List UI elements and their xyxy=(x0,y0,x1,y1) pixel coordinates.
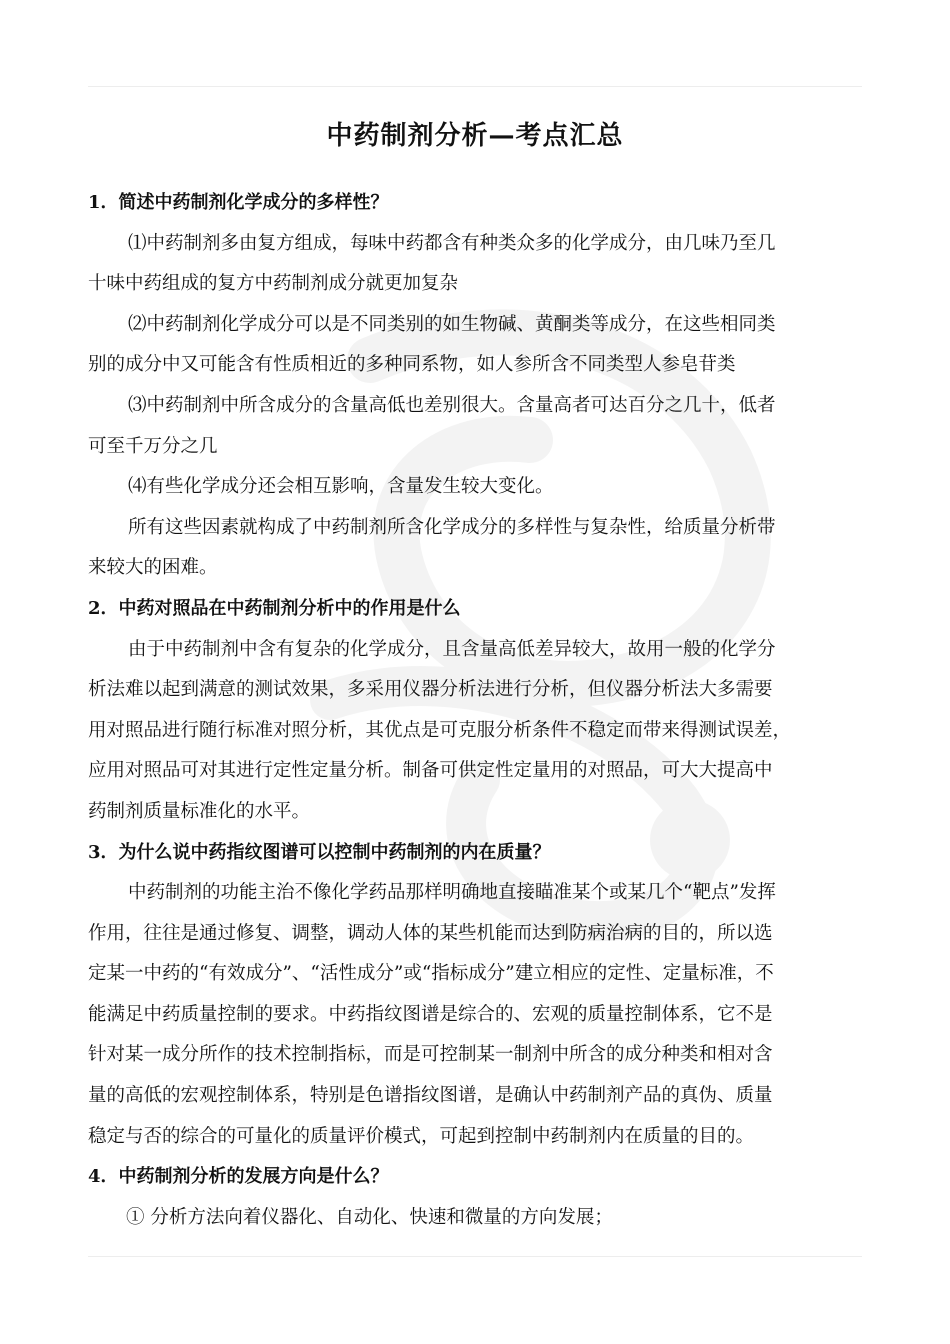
paragraph-line: 稳定与否的综合的可量化的质量评价模式，可起到控制中药制剂内在质量的目的。 xyxy=(88,1125,755,1147)
paragraph-line: 量的高低的宏观控制体系，特别是色谱指纹图谱，是确认中药制剂产品的真伪、质量 xyxy=(88,1085,773,1107)
bottom-divider xyxy=(88,1256,862,1257)
paragraph-line: ⑶中药制剂中所含成分的含量高低也差别很大。含量高者可达百分之几十，低者 xyxy=(128,394,776,416)
paragraph-line: 十味中药组成的复方中药制剂成分就更加复杂 xyxy=(88,273,459,295)
paragraph-line: 应用对照品可对其进行定性定量分析。制备可供定性定量用的对照品，可大大提高中 xyxy=(88,760,773,782)
section-heading: 1．简述中药制剂化学成分的多样性？ xyxy=(88,192,389,213)
paragraph-line: 用对照品进行随行标准对照分析，其优点是可克服分析条件不稳定而带来得测试误差， xyxy=(88,719,792,741)
paragraph-line: ① 分析方法向着仪器化、自动化、快速和微量的方向发展； xyxy=(126,1206,613,1228)
paragraph-line: 所有这些因素就构成了中药制剂所含化学成分的多样性与复杂性，给质量分析带 xyxy=(128,516,776,538)
paragraph-line: ⑴中药制剂多由复方组成，每味中药都含有种类众多的化学成分，由几味乃至几 xyxy=(128,232,776,254)
paragraph-line: 中药制剂的功能主治不像化学药品那样明确地直接瞄准某个或某几个“靶点”发挥 xyxy=(128,882,776,904)
document-title: 中药制剂分析—考点汇总 xyxy=(326,121,624,151)
section-heading: 2．中药对照品在中药制剂分析中的作用是什么 xyxy=(88,597,461,619)
paragraph-line: 别的成分中又可能含有性质相近的多种同系物，如人参所含不同类型人参皂苷类 xyxy=(88,354,736,376)
paragraph-line: 来较大的困难。 xyxy=(88,557,218,579)
paragraph-line: 析法难以起到满意的测试效果，多采用仪器分析法进行分析，但仪器分析法大多需要 xyxy=(88,679,773,701)
paragraph-line: 能满足中药质量控制的要求。中药指纹图谱是综合的、宏观的质量控制体系，它不是 xyxy=(88,1003,773,1025)
paragraph-line: 定某一中药的“有效成分”、“活性成分”或“指标成分”建立相应的定性、定量标准，不 xyxy=(88,963,774,985)
paragraph-line: 由于中药制剂中含有复杂的化学成分，且含量高低差异较大，故用一般的化学分 xyxy=(128,638,776,660)
section-heading: 3．为什么说中药指纹图谱可以控制中药制剂的内在质量？ xyxy=(88,841,551,863)
paragraph-line: ⑷有些化学成分还会相互影响，含量发生较大变化。 xyxy=(128,476,554,498)
paragraph-line: ⑵中药制剂化学成分可以是不同类别的如生物碱、黄酮类等成分，在这些相同类 xyxy=(128,313,776,335)
section-heading: 4．中药制剂分析的发展方向是什么？ xyxy=(88,1166,389,1188)
paragraph-line: 药制剂质量标准化的水平。 xyxy=(88,800,311,822)
paragraph-line: 作用，往往是通过修复、调整，调动人体的某些机能而达到防病治病的目的，所以选 xyxy=(88,922,773,944)
top-divider xyxy=(88,86,862,87)
document-body xyxy=(88,183,878,1238)
paragraph-line: 针对某一成分所作的技术控制指标，而是可控制某一制剂中所含的成分种类和相对含 xyxy=(88,1044,773,1066)
paragraph-line: 可至千万分之几 xyxy=(88,435,218,457)
